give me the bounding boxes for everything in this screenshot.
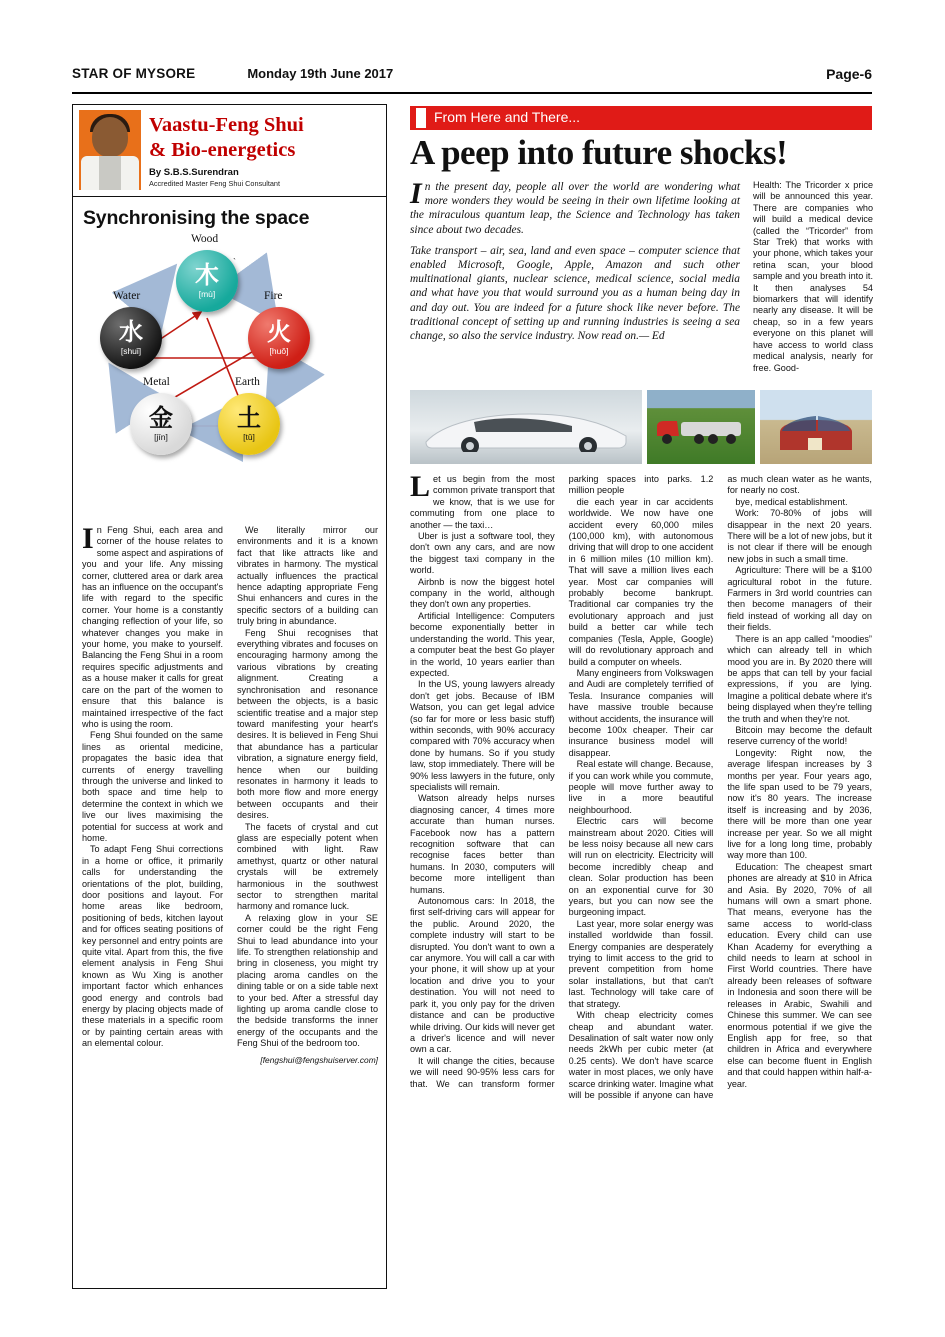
car-illustration bbox=[422, 408, 632, 452]
column-byline: By S.B.S.Surendran bbox=[149, 167, 239, 178]
vaastu-header bbox=[73, 105, 386, 197]
column-credential: Accredited Master Feng Shui Consultant bbox=[149, 179, 281, 188]
wood-glyph: 木 bbox=[195, 261, 219, 289]
paragraph: Education: The cheapest smart phones are already at $10 in Africa and Asia. By 2020, 70% of all humans will own a smart phone. That means, everyone has the same access to world-class education. Every child can use Khan Academy for everything a child needs to learn at school in First World countries. There have already been releases of software in Indonesia and soon there will be releases in Arabic, Swahili and Chinese this summer. We can see enormous potential if we give the English app for free, so that children in Africa and everywhere else can become fluent in English and that could happen within half-a-year. bbox=[727, 861, 872, 1089]
paragraph: Watson already helps nurses diagnosing cancer, 4 times more accurate than human nurses. Facebook now has a pattern recognition software that can recognise faces better than humans. In 2030, computers will become more intelligent than humans. bbox=[410, 793, 555, 895]
paragraph-text: et us begin from the most common private transport that we know, that is we use for commuting from one place to another — the taxi… bbox=[410, 474, 555, 530]
paragraph: There is an app called “moodies” which can already tell in which mood you are in. By 2020 there will be apps that can tell by your facial expressions, if you are lying. Imagine a political debate where it's being displayed when they're telling the truth and when they're not. bbox=[727, 633, 872, 724]
photo-strip bbox=[410, 390, 872, 464]
paragraph-text: n Feng Shui, each area and corner of the house relates to some aspect and aspirations of you and your life. Any missing corner, cluttered area or dark area has an influence on the occupant's life with regard to the specific corner. Your home is a constantly changing reflection of your life, so whatever changes you make in your home, you make to yourself. Balancing the Feng Shui in a room requires specific adjustments and as a house maker it calls for great care on the part of the women to ensure that this balance is maintained irrespective of the fact who is using the room. bbox=[82, 525, 223, 729]
paragraph bbox=[410, 470, 555, 531]
five-element-diagram bbox=[73, 230, 386, 505]
fire-glyph: 火 bbox=[267, 318, 291, 346]
earth-glyph: 土 bbox=[237, 404, 261, 432]
paragraph: Feng Shui founded on the same lines as oriental medicine, propagates the basic idea that currents of energy travelling through the universe and linked to both space and time help to determine the context in which we live our lives maximising the potential for success at work and home. bbox=[82, 730, 223, 843]
page-number: Page-6 bbox=[826, 66, 872, 82]
paragraph: A relaxing glow in your SE corner could be the right Feng Shui to lead abundance into your life. To strengthen relationship and bring in closeness, you might try placing aroma candles on the dining table or on a side table next to your bed. After a stressful day lighting up aroma candle close to the bedside transforms the inner energy of the occupants and the Feng Shui of the bedroom too. bbox=[237, 912, 378, 1049]
truck-illustration bbox=[655, 418, 749, 446]
author-email: [fengshui@fengshuiserver.com] bbox=[260, 1054, 378, 1065]
diagram-node-fire bbox=[248, 307, 310, 369]
paragraph: die each year in car accidents worldwide. We now have one accident every 60,000 miles (100,000 km), with autonomous driving that will drop to one accident in 6 million miles (10 million km). That will save a million lives each year. Most car companies will probably become bankrupt. Traditional car companies try the evolutionary approach and just build a better car while tech companies (Tesla, Apple, Google) will do revolutionary approach and build a computer on wheels. bbox=[568, 496, 714, 667]
masthead bbox=[72, 66, 872, 94]
lede-paragraph: Take transport – air, sea, land and even space – computer science that enabled Microsoft, Google, Apple, Amazon and such other multinational giants, nuclear science, medical science, social media and what have you that would surround you as a human being day in and day out. You are indeed for a future shock like never before. The traditional concept of setting up and running industries is seeing a sea change, so also the service industry. Now read on.— Ed bbox=[410, 244, 740, 343]
diagram-node-water bbox=[100, 307, 162, 369]
paragraph: Artificial Intelligence: Computers become exponentially better in understanding the world. This year, a computer beat the best Go player in the world, 10 years earlier than expected. bbox=[410, 610, 555, 678]
diagram-node-earth bbox=[218, 393, 280, 455]
solar-barn-photo bbox=[760, 390, 872, 464]
water-glyph: 水 bbox=[119, 318, 143, 346]
paragraph: With cheap electricity comes cheap and abundant water. Desalination of salt water now only needs 2kWh per cubic meter (at 0.25 cents). We don't have scarce water in most places, we only have scarce drinking water. Imagine what will be possible if anyone can have as much clean water as he wants, for nearly no cost. bbox=[568, 474, 872, 1100]
lede-drop-cap: I bbox=[410, 177, 422, 210]
headline: A peep into future shocks! bbox=[410, 133, 788, 172]
lede-text: n the present day, people all over the world are wondering what more wonders they would be seeing in their own lifetime looking at the miraculous quantum leap, the Science and Technology has taken since about two decades. bbox=[410, 181, 740, 236]
diagram-label-water: Water bbox=[113, 290, 141, 302]
article-body bbox=[410, 470, 872, 1294]
banner-tick-icon bbox=[416, 108, 426, 128]
paragraph: Bitcoin may become the default reserve currency of the world! bbox=[727, 724, 872, 747]
lede-paragraph bbox=[410, 177, 740, 237]
paragraph bbox=[82, 522, 223, 730]
paragraph: Real estate will change. Because, if you can work while you commute, people will move further away to live in a more beautiful neighbourhood. bbox=[568, 759, 714, 815]
paragraph: Last year, more solar energy was installed worldwide than fossil. Energy companies are desperately trying to limit access to the grid to prevent competition from home solar installations, but that can't last. Technology will take care of that strategy. bbox=[568, 918, 714, 1009]
vaastu-column bbox=[72, 104, 387, 1289]
paragraph: Autonomous cars: In 2018, the first self-driving cars will appear for the public. Around 2020, the complete industry will start to be disrupted. You don't want to own a car anymore. You will call a car with your phone, it will show up at your location and drive you to your destination. You will not need to park it, you only pay for the driven distance and can be productive while driving. Our kids will never get a driver's licence and will never own a car. bbox=[410, 896, 555, 1055]
metal-romanisation: [jīn] bbox=[154, 432, 168, 442]
paragraph: Work: 70-80% of jobs will disappear in the next 20 years. There will be a lot of new jobs, but it is not clear if there will be enough new jobs in such a small time. bbox=[727, 508, 872, 564]
paragraph: Many engineers from Volkswagen and Audi are completely terrified of Tesla. Insurance companies will have massive trouble because without accidents, the insurance will become 100x cheaper. Their car insurance business model will disappear. bbox=[568, 667, 714, 758]
diagram-node-wood bbox=[176, 250, 238, 312]
column-title-line2: & Bio-energetics bbox=[149, 139, 296, 161]
paragraph: In the US, young lawyers already don't get jobs. Because of IBM Watson, you can get legal advice (so far for more or less basic stuff) within seconds, with 90% accuracy compared with 70% accuracy when done by humans. So if you study law, stop immediately. There will be 90% less lawyers in the future, only specialists will remain. bbox=[410, 679, 555, 792]
paragraph: Longevity: Right now, the average lifespan increases by 3 months per year. Four years ago, the life span used to be 79 years, now it's 80 years. The increase itself is increasing and by 2036, there will be more than one year increase per year. So we all might live for a long long time, probably way more than 100. bbox=[727, 747, 872, 861]
author-photo bbox=[79, 110, 141, 190]
paragraph: To adapt Feng Shui corrections in a home or office, it primarily calls for understanding the orientations of the plot, building, door positions and layout. For home areas like bedroom, positioning of beds, kitchen layout and for offices seating positions of key personnel and entry points are quite vital. Apart from this, the five element analysis in Feng Shui known as Wu Xing is another important factor which enhances good energy and controls bad energy by placing objects made of these materials in a specific room or by painting certain areas with an elemental colour. bbox=[82, 844, 223, 1049]
lede bbox=[410, 177, 740, 350]
diagram-label-earth: Earth bbox=[235, 376, 260, 388]
paragraph: It will change the cities, because we will need 90-95% less cars for that. We can transform former parking spaces into parks. 1.2 million people bbox=[410, 474, 714, 1089]
diagram-node-metal bbox=[130, 393, 192, 455]
paragraph: The facets of crystal and cut glass are especially potent when combined with light. Raw amethyst, quartz or other natural crystals will be extremely harmonious in the southwest sector to strengthen marital harmony and romance luck. bbox=[237, 821, 378, 912]
paragraph: bye, medical establishment. bbox=[735, 496, 848, 507]
concept-car-photo bbox=[410, 390, 642, 464]
drop-cap: I bbox=[82, 522, 94, 555]
health-column: Health: The Tricorder x price will be announced this year. There are companies who will build a medical device (called the “Tricorder” from Star Trek) that works with your phone, which takes your retina scan, your blood sample and you breath into it. It then analyses 54 biomarkers that will identify nearly any disease. It will be cheap, so in a few years everyone on this planet will have access to world class medical analysis, nearly for free. Good- bbox=[753, 180, 873, 373]
earth-romanisation: [tǔ] bbox=[243, 432, 255, 442]
article-title: Synchronising the space bbox=[83, 207, 310, 229]
stray-mark: ` bbox=[233, 257, 236, 267]
column-title bbox=[149, 113, 382, 163]
paragraph: Feng Shui recognises that everything vibrates and focuses on encouraging harmony among the various vibrations by creating alignment. Creating a synchronisation and resonance between the objects, is a basic scientific treatise and a major step toward manifesting your heart's desires. It is believed in Feng Shui that abundance has a particular vibration, a signature energy field, hence when our building resonates in harmony it leads to both more flow and more energy between occupants and their desires. bbox=[237, 627, 378, 821]
body-drop-cap: L bbox=[410, 470, 431, 503]
section-banner bbox=[410, 106, 872, 130]
issue-date: Monday 19th June 2017 bbox=[247, 66, 394, 81]
diagram-label-fire: Fire bbox=[264, 290, 283, 302]
metal-glyph: 金 bbox=[149, 404, 173, 432]
paragraph: Electric cars will become mainstream about 2020. Cities will be less noisy because all new cars will run on electricity. Electricity will become incredibly cheap and clean. Solar production has been on an exponential curve for 30 years, but you can now see the burgeoning impact. bbox=[568, 816, 714, 918]
paragraph: Agriculture: There will be a $100 agricultural robot in the future. Farmers in 3rd world countries can then become managers of their field instead of working all day on their fields. bbox=[727, 565, 872, 633]
wood-romanisation: [mù] bbox=[198, 289, 216, 299]
paper-name: STAR OF MYSORE bbox=[72, 66, 196, 81]
autonomous-truck-photo bbox=[647, 390, 755, 464]
column-title-line1: Vaastu-Feng Shui bbox=[149, 114, 304, 136]
vaastu-body bbox=[82, 522, 378, 1270]
paragraph: We literally mirror our environments and it is a known fact that like attracts like and vibrates in harmony. The mystical actually influences the practical hence adapting appropriate Feng Shui enhancers and cures in the specific sectors of a building can truly bring in abundance. bbox=[237, 525, 378, 627]
fire-romanisation: [huǒ] bbox=[269, 346, 289, 356]
barn-illustration bbox=[774, 406, 858, 456]
diagram-label-metal: Metal bbox=[143, 376, 170, 388]
section-kicker: From Here and There... bbox=[434, 109, 581, 125]
paragraph: Uber is just a software tool, they don't own any cars, and are now the biggest taxi company in the world. bbox=[410, 531, 555, 576]
water-romanisation: [shuǐ] bbox=[120, 346, 142, 356]
paragraph: Airbnb is now the biggest hotel company in the world, although they don't own any properties. bbox=[410, 576, 555, 610]
diagram-label-wood: Wood bbox=[191, 233, 219, 245]
